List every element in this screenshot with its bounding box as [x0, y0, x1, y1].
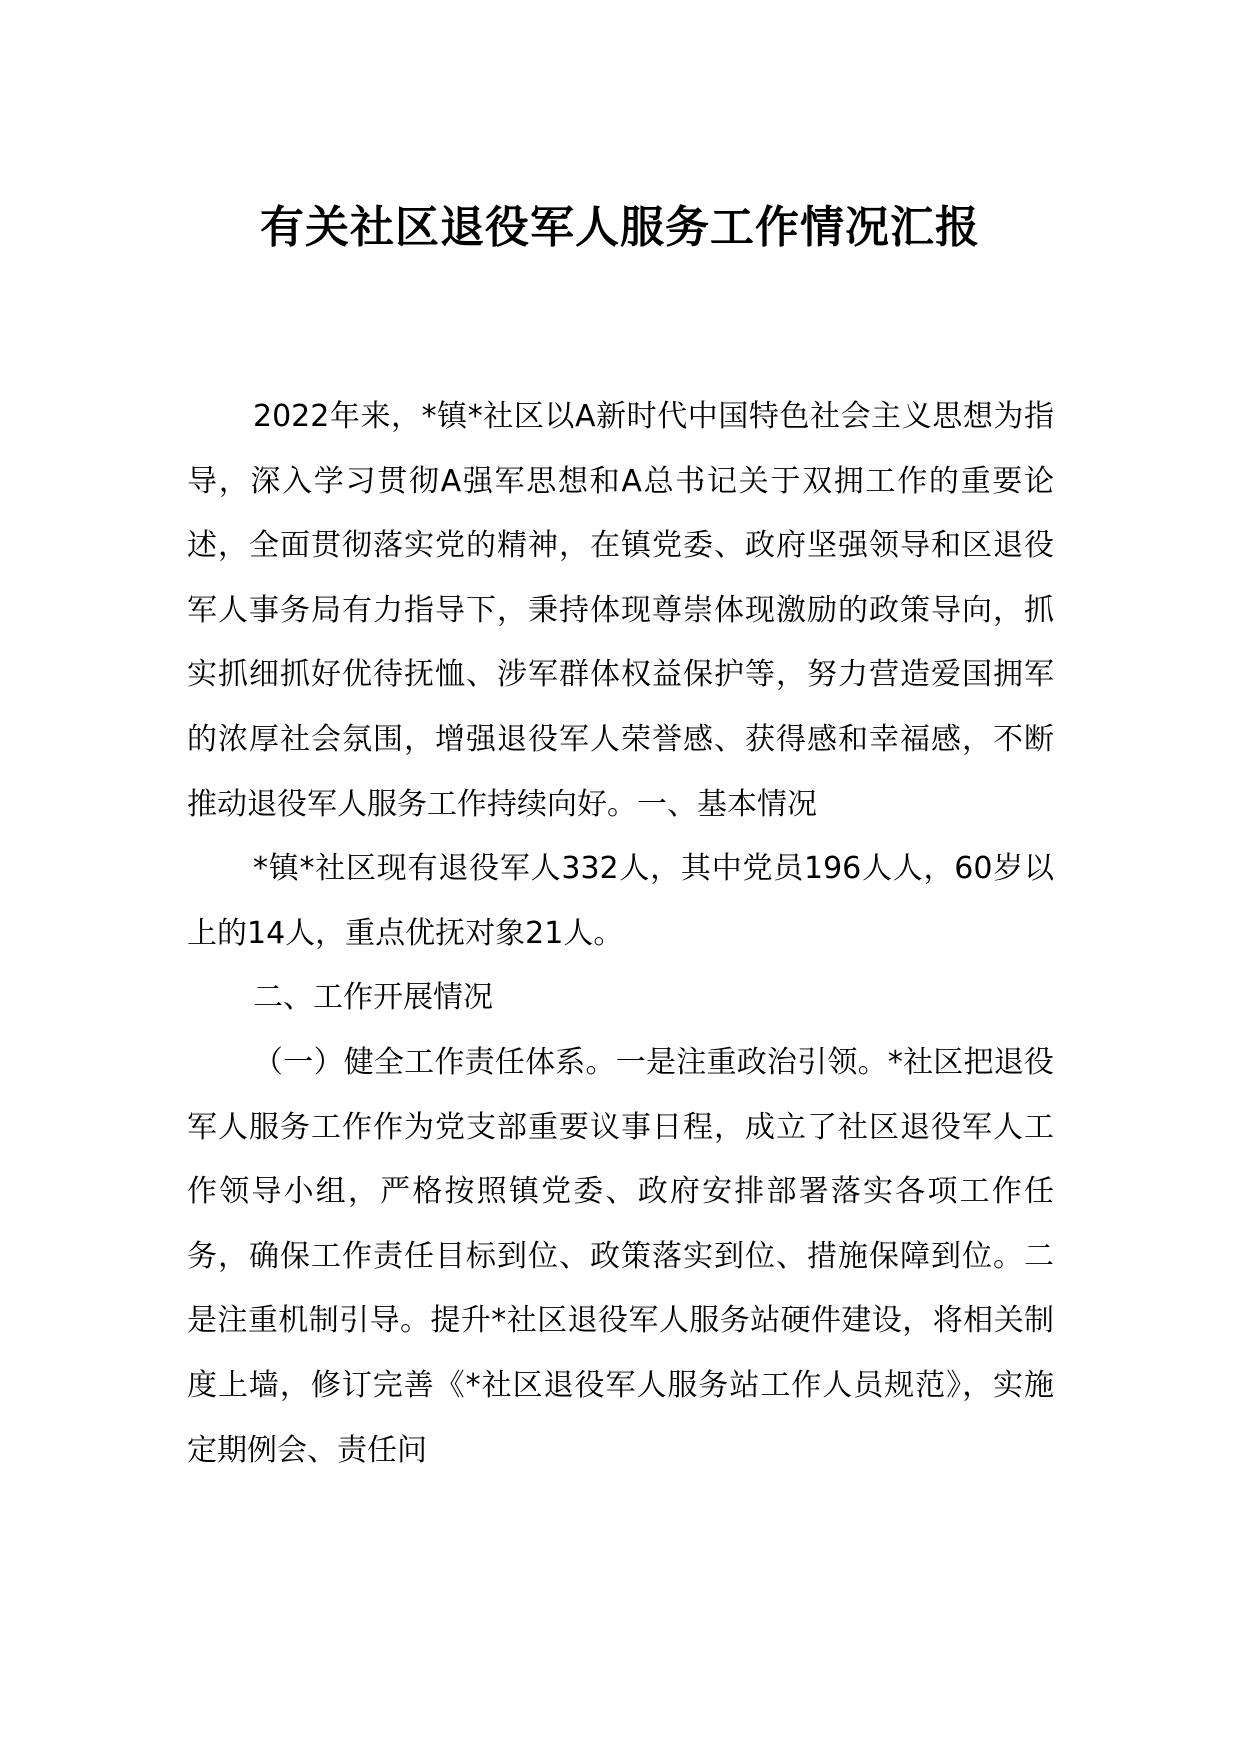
document-title: 有关社区退役军人服务工作情况汇报	[260, 202, 980, 253]
document-body	[187, 385, 1054, 1483]
paragraph-intro: 2022年来，*镇*社区以A新时代中国特色社会主义思想为指导，深入学习贯彻A强军思想和A总书记关于双拥工作的重要论述，全面贯彻落实党的精神，在镇党委、政府坚强领导和区退役军人事务局有力指导下，秉持体现尊崇体现激励的政策导向，抓实抓细抓好优待抚恤、涉军群体权益保护等，努力营造爱国拥军的浓厚社会氛围，增强退役军人荣誉感、获得感和幸福感，不断推动退役军人服务工作持续向好。一、基本情况	[187, 399, 1054, 822]
paragraph-basic-situation: *镇*社区现有退役军人332人，其中党员196人人，60岁以上的14人，重点优抚对象21人。	[187, 851, 1054, 951]
section-heading-work-progress: 二、工作开展情况	[253, 980, 493, 1016]
paragraph-responsibility-system: （一）健全工作责任体系。一是注重政治引领。*社区把退役军人服务工作作为党支部重要议事日程，成立了社区退役军人工作领导小组，严格按照镇党委、政府安排部署落实各项工作任务，确保工作责任目标到位、政策落实到位、措施保障到位。二是注重机制引导。提升*社区退役军人服务站硬件建设，将相关制度上墙，修订完善《*社区退役军人服务站工作人员规范》，实施定期例会、责任问	[187, 1044, 1054, 1468]
